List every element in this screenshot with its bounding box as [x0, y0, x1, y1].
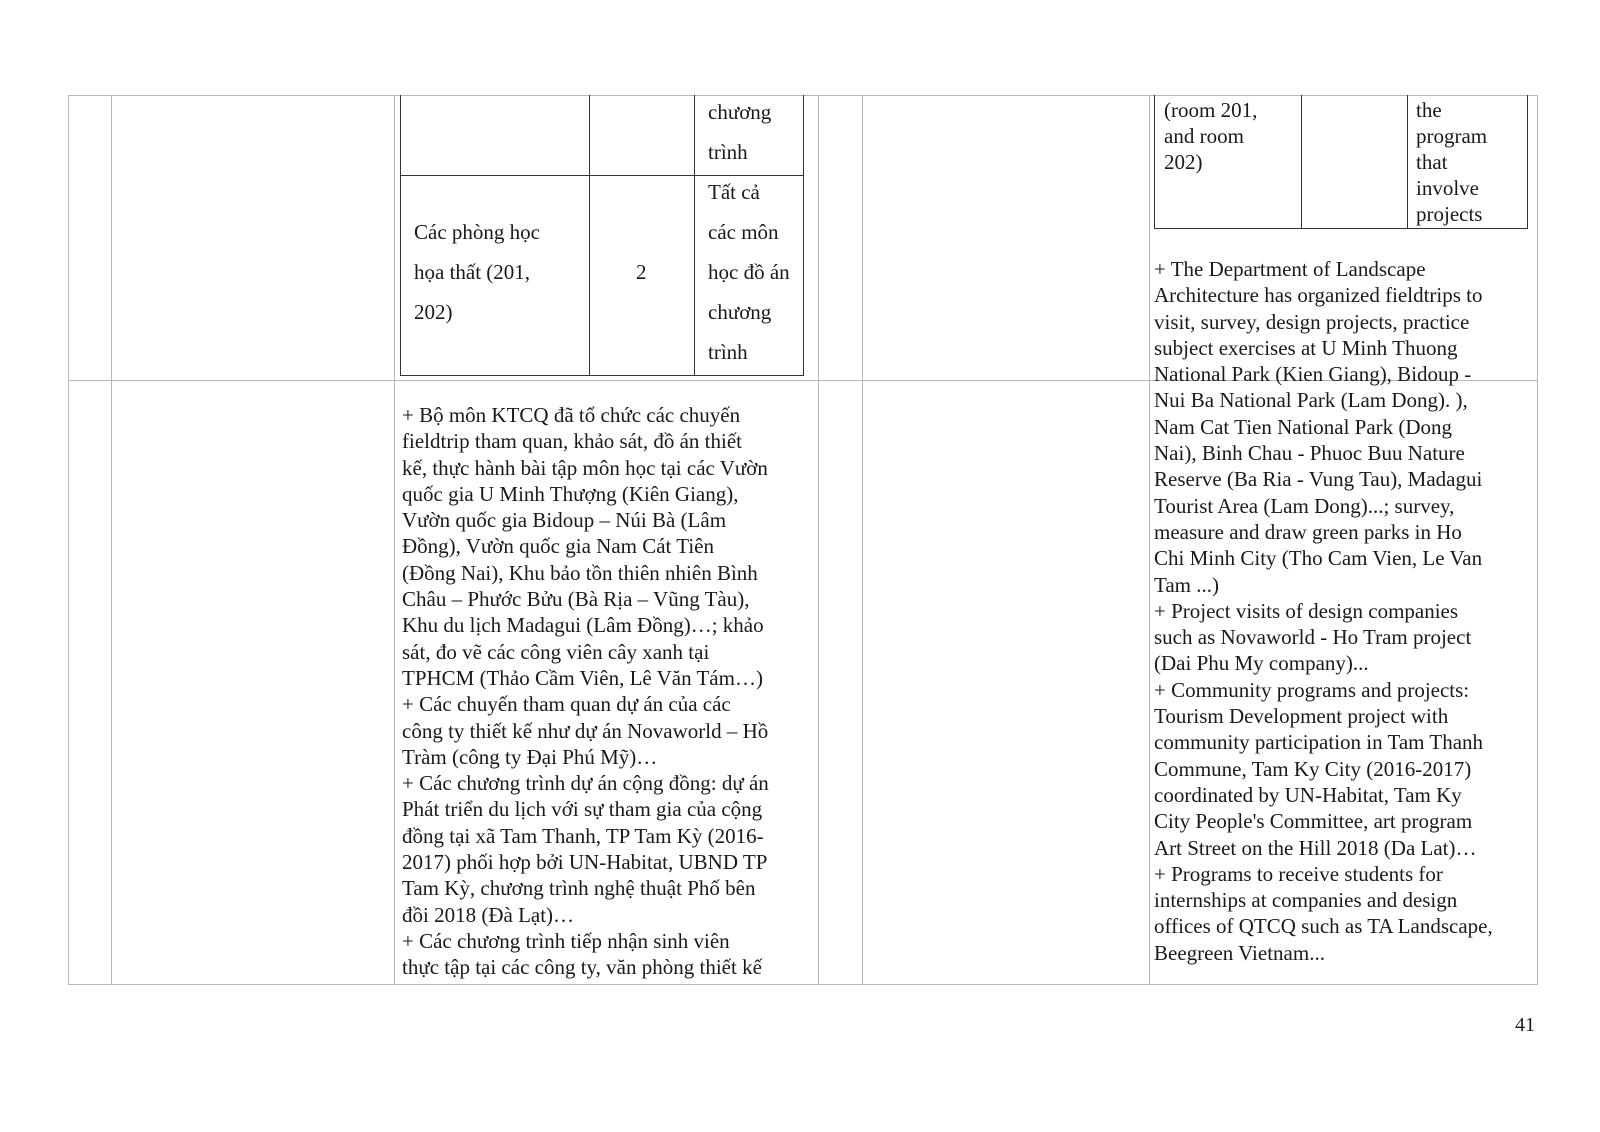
column-divider	[818, 96, 819, 984]
column-divider	[111, 96, 112, 984]
table-col-line	[589, 95, 590, 375]
vn-table-row1-subjects: Tất cả các môn học đồ án chương trình	[708, 180, 790, 364]
column-divider	[1149, 96, 1150, 984]
vn-fieldtrip-paragraph: + Bộ môn KTCQ đã tổ chức các chuyến fieldtrip tham quan, khảo sát, đồ án thiết kế, thực hành bài tập môn học tại các Vườn quốc gia U Minh Thượng (Kiên Giang), Vườn quốc gia Bidoup – Núi Bà (Lâm Đồng), Vườn quốc gia Nam Cát Tiên (Đồng Nai), Khu bảo tồn thiên nhiên Bình Châu – Phước Bửu (Bà Rịa – Vũng Tàu), Khu du lịch Madagui (Lâm Đồng)…; khảo sát, đo vẽ các công viên cây xanh tại TPHCM (Thảo Cầm Viên, Lê Văn Tám…) + Các chuyến tham quan dự án của các công ty thiết kế như dự án Novaworld – Hồ Tràm (công ty Đại Phú Mỹ)… + Các chương trình dự án cộng đồng: dự án Phát triển du lịch với sự tham gia của cộng đồng tại xã Tam Thanh, TP Tam Kỳ (2016- 2017) phối hợp bởi UN-Habitat, UBND TP Tam Kỳ, chương trình nghệ thuật Phố bên đồi 2018 (Đà Lạt)… + Các chương trình tiếp nhận sinh viên thực tập tại các công ty, văn phòng thiết kế	[402, 403, 769, 980]
page-number: 41	[1515, 1014, 1535, 1036]
table-col-line	[1407, 95, 1408, 228]
table-col-line	[694, 95, 695, 375]
column-divider	[862, 96, 863, 984]
vn-table-row0-col3: chương trình	[708, 100, 772, 164]
vn-table-row1-room: Các phòng học họa thất (201, 202)	[414, 220, 540, 324]
en-table-subjects: the program that involve projects	[1416, 98, 1488, 226]
en-fieldtrip-paragraph: + The Department of Landscape Architecture has organized fieldtrips to visit, survey, design projects, practice subject exercises at U Minh Thuong National Park (Kien Giang), Bidoup - Nui Ba National Park (Lam Dong). ), Nam Cat Tien National Park (Dong Nai), Binh Chau - Phuoc Buu Nature Reserve (Ba Ria - Vung Tau), Madagui Tourist Area (Lam Dong)...; survey, measure and draw green parks in Ho Chi Minh City (Tho Cam Vien, Le Van Tam ...) + Project visits of design companies such as Novaworld - Ho Tram project (Dai Phu My company)... + Community programs and projects: Tourism Development project with community participation in Tam Thanh Commune, Tam Ky City (2016-2017) coordinated by UN-Habitat, Tam Ky City People's Committee, art program Art Street on the Hill 2018 (Da Lat)… + Programs to receive students for internships at companies and design offices of QTCQ such as TA Landscape, Beegreen Vietnam...	[1154, 257, 1493, 965]
table-col-line	[1301, 95, 1302, 228]
vn-table-row1-count: 2	[636, 260, 647, 284]
en-table-room: (room 201, and room 202)	[1164, 98, 1258, 174]
column-divider	[394, 96, 395, 984]
